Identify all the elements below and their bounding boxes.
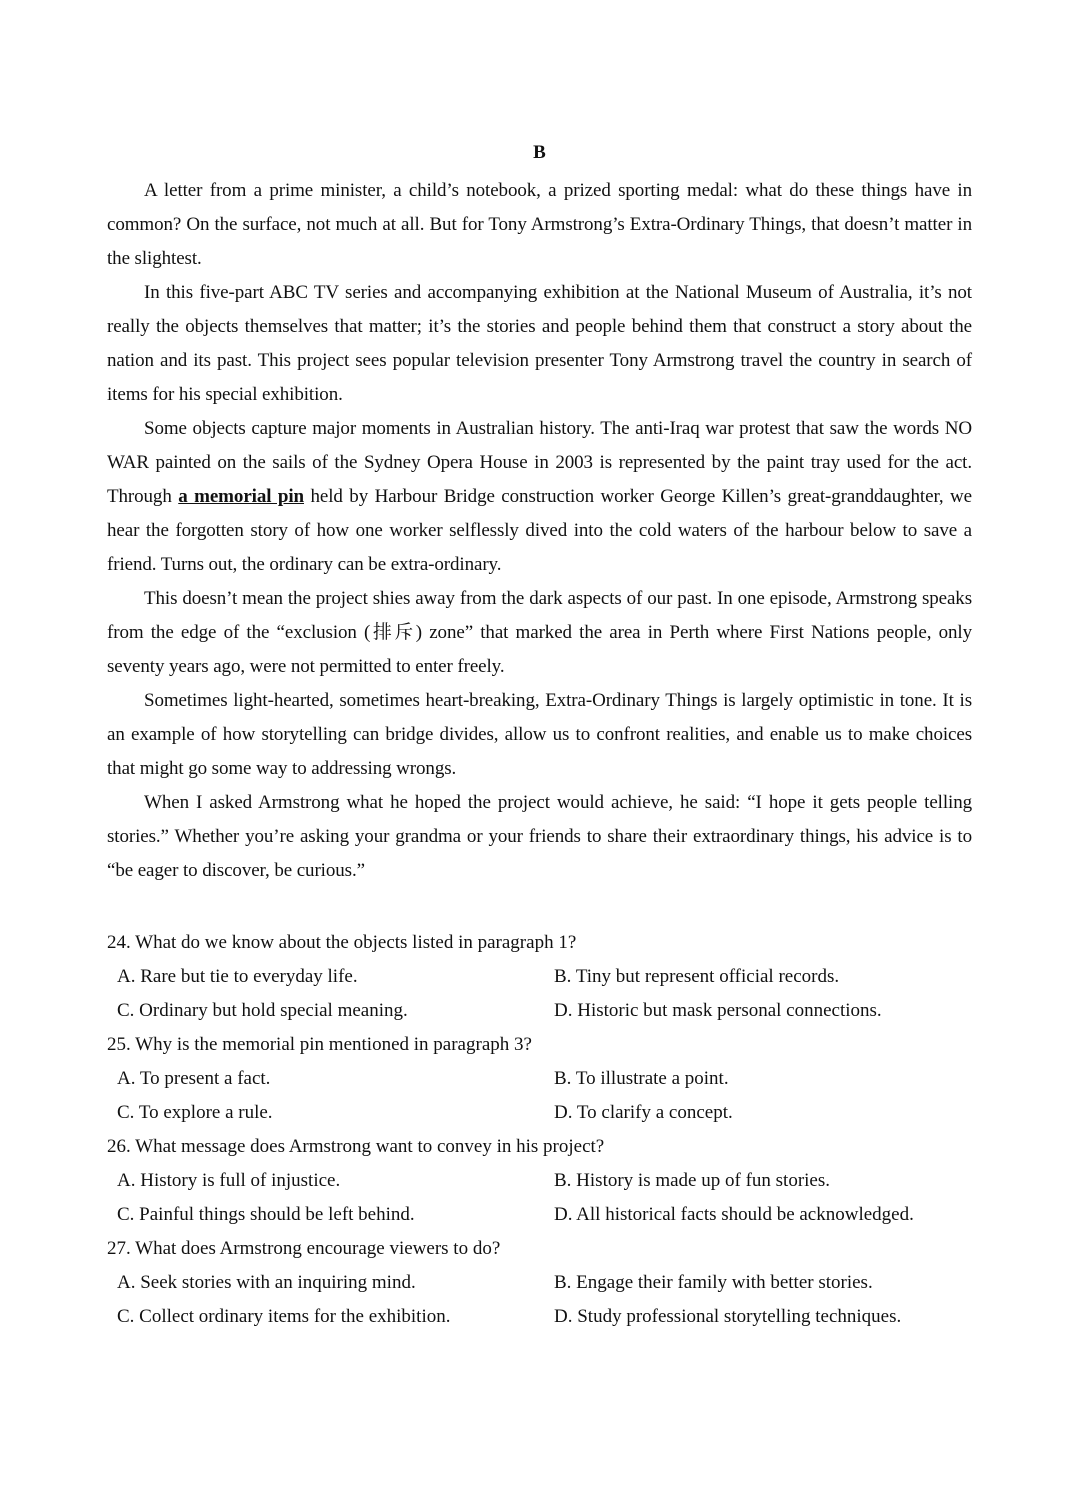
option-d[interactable]: D. All historical facts should be acknowledged. (554, 1204, 914, 1225)
paragraph-3-text-after: held by Harbour Bridge construction worker George Killen’s great-granddaughter, we hear the forgotten story of how one worker selflessly dived into the cold waters of the harbour below to save a friend. Turns out, the ordinary can be extra-ordinary. (107, 486, 973, 575)
option-a[interactable]: A. Rare but tie to everyday life. (117, 966, 358, 987)
option-a[interactable]: A. To present a fact. (117, 1068, 271, 1089)
question-list (107, 926, 972, 1334)
passage-paragraph-3 (107, 412, 972, 582)
option-grid (107, 1164, 972, 1232)
option-a[interactable]: A. History is full of injustice. (117, 1170, 341, 1191)
option-b[interactable]: B. History is made up of fun stories. (554, 1170, 831, 1191)
question-stem: 24. What do we know about the objects listed in paragraph 1? (107, 932, 577, 953)
question-stem: 27. What does Armstrong encourage viewers to do? (107, 1238, 501, 1259)
question-27 (107, 1232, 972, 1334)
passage-paragraph-5: Sometimes light-hearted, sometimes heart-breaking, Extra-Ordinary Things is largely optimistic in tone. It is an example of how storytelling can bridge divides, allow us to confront realities, and enable us to make choices that might go some way to addressing wrongs. (107, 690, 972, 779)
question-26 (107, 1130, 972, 1232)
reading-passage (107, 174, 972, 888)
question-24 (107, 926, 972, 1028)
exam-page (107, 140, 972, 1334)
passage-paragraph-4: This doesn’t mean the project shies away from the dark aspects of our past. In one episode, Armstrong speaks from the edge of the “exclusion (排斥) zone” that marked the area in Perth where First Nations people, only seventy years ago, were not permitted to enter freely. (107, 588, 972, 677)
option-grid (107, 960, 972, 1028)
option-d[interactable]: D. Historic but mask personal connections. (554, 1000, 882, 1021)
question-stem: 25. Why is the memorial pin mentioned in paragraph 3? (107, 1034, 532, 1055)
option-c[interactable]: C. Painful things should be left behind. (117, 1204, 415, 1225)
passage-paragraph-2: In this five-part ABC TV series and accompanying exhibition at the National Museum of Australia, it’s not really the objects themselves that matter; it’s the stories and people behind them that construct a story about the nation and its past. This project sees popular television presenter Tony Armstrong travel the country in search of items for his special exhibition. (107, 282, 972, 405)
option-d[interactable]: D. Study professional storytelling techniques. (554, 1306, 902, 1327)
option-c[interactable]: C. Ordinary but hold special meaning. (117, 1000, 408, 1021)
option-c[interactable]: C. To explore a rule. (117, 1102, 273, 1123)
option-a[interactable]: A. Seek stories with an inquiring mind. (117, 1272, 416, 1293)
passage-paragraph-1: A letter from a prime minister, a child’s notebook, a prized sporting medal: what do these things have in common? On the surface, not much at all. But for Tony Armstrong’s Extra-Ordinary Things, that doesn’t matter in the slightest. (107, 180, 972, 269)
option-b[interactable]: B. Tiny but represent official records. (554, 966, 840, 987)
passage-paragraph-6: When I asked Armstrong what he hoped the project would achieve, he said: “I hope it gets people telling stories.” Whether you’re asking your grandma or your friends to share their extraordinary things, his advice is to “be eager to discover, be curious.” (107, 792, 972, 881)
option-c[interactable]: C. Collect ordinary items for the exhibition. (117, 1306, 451, 1327)
option-grid (107, 1266, 972, 1334)
option-b[interactable]: B. Engage their family with better stories. (554, 1272, 873, 1293)
option-b[interactable]: B. To illustrate a point. (554, 1068, 729, 1089)
memorial-pin-emphasis: a memorial pin (178, 486, 305, 507)
question-stem: 26. What message does Armstrong want to convey in his project? (107, 1136, 605, 1157)
option-d[interactable]: D. To clarify a concept. (554, 1102, 733, 1123)
paragraph-3-text-before: Some objects capture major moments in Australian history. The anti-Iraq war protest that saw the words NO WAR painted on the sails of the Sydney Opera House in 2003 is represented by the paint tray used for the act. Through (107, 418, 972, 507)
question-25 (107, 1028, 972, 1130)
option-grid (107, 1062, 972, 1130)
section-title: B (533, 142, 546, 163)
